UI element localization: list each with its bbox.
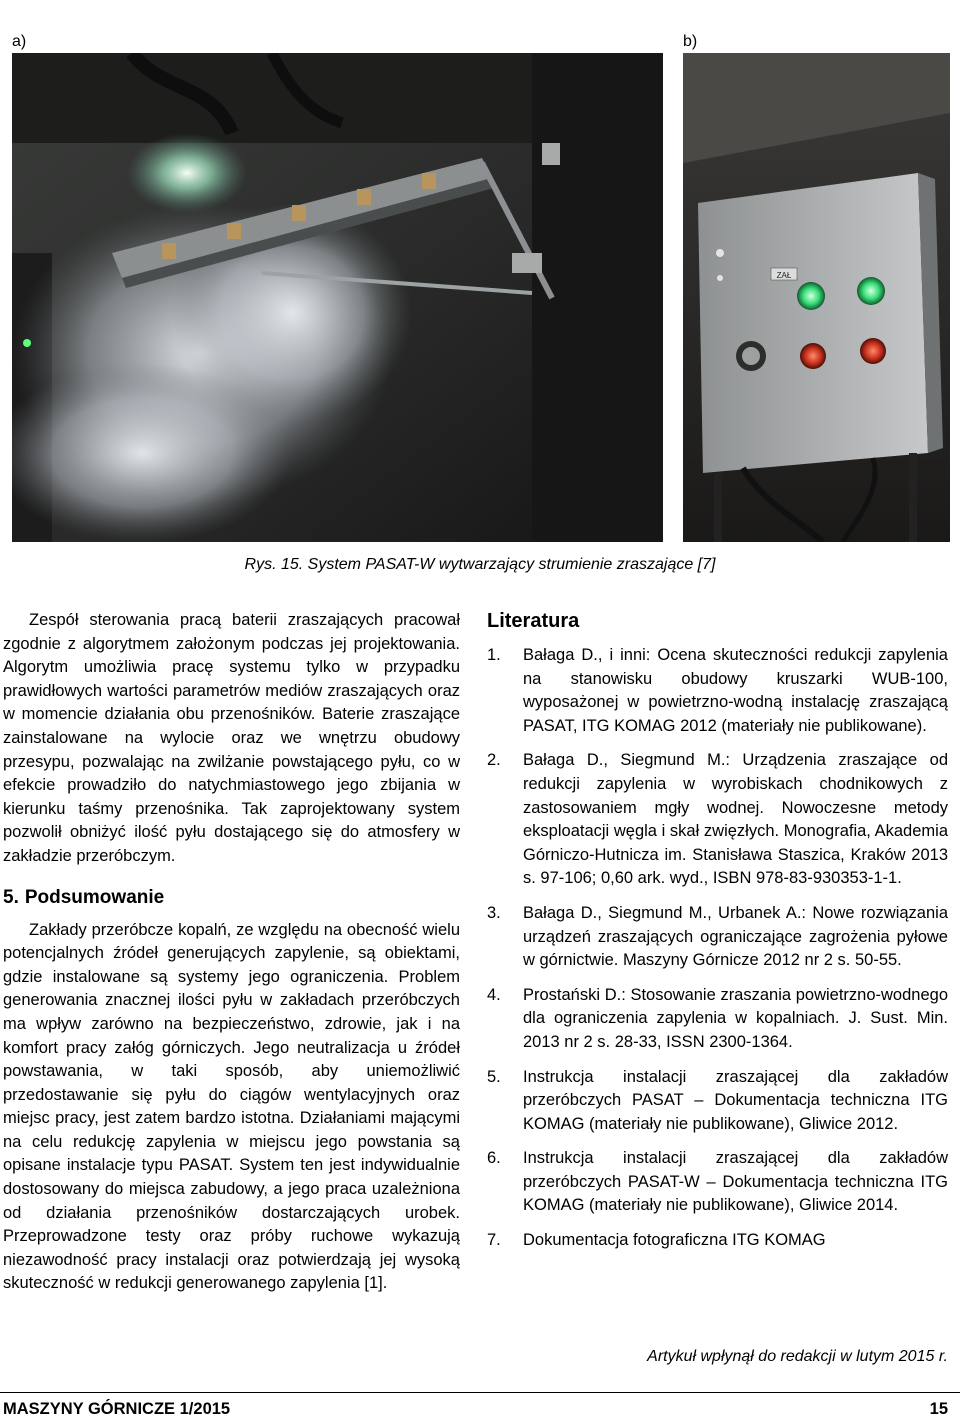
reference-text: Dokumentacja fotograficzna ITG KOMAG <box>523 1231 826 1250</box>
reference-item <box>487 1066 948 1137</box>
reference-text: Instrukcja instalacji zraszającej dla zakładów przeróbczych PASAT – Dokumentacja techniczna ITG KOMAG (materiały nie publikowane), Gliwice 2012. <box>523 1067 948 1133</box>
reference-item <box>487 644 948 738</box>
reference-number: 6. <box>487 1149 501 1168</box>
reference-item <box>487 902 948 973</box>
reference-text: Bałaga D., Siegmund M., Urbanek A.: Nowe rozwiązania urządzeń zraszających ograniczające zagrożenia pyłowe w górnictwie. Maszyny Górnicze 2012 nr 2 s. 50-55. <box>523 903 948 970</box>
figure-caption: Rys. 15. System PASAT-W wytwarzający strumienie zraszające [7] <box>244 556 716 573</box>
footer-rule <box>0 1392 960 1393</box>
figure-label-b: b) <box>683 33 698 50</box>
intro-paragraph: Zespół sterowania pracą baterii zraszających pracował zgodnie z algorytmem założonym podczas jej projektowania. Algorytm umożliwia pracę systemu tylko w przypadku prawidłowych wartości parametrów mediów zraszających oraz w momencie działania obu przenośników. Baterie zraszające zainstalowane na wylocie oraz we wnętrzu obudowy przesypu, pozwalając na zwilżanie powstającego pyłu, co w efekcie prowadziło do natychmiastowego jego zbijania w kierunku taśmy przenośnika. Tak zaprojektowany system pozwolił obniżyć ilość pyłu dostającego się do atmosfery w zakładzie przeróbczym. <box>3 611 460 865</box>
reference-text: Bałaga D., Siegmund M.: Urządzenia zraszające od redukcji zapylenia w wyrobiskach chodnikowych z zastosowaniem mgły wodnej. Nowoczesne metody eksploatacji węgla i skał zwięzłych. Monografia, Akademia Górniczo-Hutnicza im. Stanisława Staszica, Kraków 2013 s. 97-106; 0,60 ark. wyd., ISBN 978-83-930353-1-1. <box>523 751 948 888</box>
reference-number: 5. <box>487 1067 501 1086</box>
reference-text: Bałaga D., i inni: Ocena skuteczności redukcji zapylenia na stanowisku obudowy kruszarki WUB-100, wyposażonej w powietrzno-wodną instalację zraszającą PASAT, ITG KOMAG 2012 (materiały nie publikowane). <box>523 646 948 735</box>
reference-number: 7. <box>487 1231 501 1250</box>
reference-item <box>487 984 948 1055</box>
left-column <box>3 609 460 1296</box>
section-heading <box>3 886 460 910</box>
literature-heading: Literatura <box>487 610 580 632</box>
photo-spray-system <box>12 53 663 542</box>
reference-item <box>487 749 948 891</box>
reference-number: 1. <box>487 646 501 664</box>
reference-text: Prostański D.: Stosowanie zraszania powietrzno-wodnego dla ograniczenia zapylenia w kopalniach. J. Sust. Min. 2013 nr 2 s. 28-33, ISSN 2300-1364. <box>523 985 948 1051</box>
zal-sign: ZAŁ <box>776 271 792 280</box>
reference-number: 4. <box>487 985 501 1004</box>
section-number: 5. <box>3 886 19 908</box>
footer-journal: MASZYNY GÓRNICZE 1/2015 <box>3 1400 231 1418</box>
reference-list <box>487 644 948 1253</box>
photo-control-cabinet <box>683 53 950 542</box>
reference-item <box>487 1147 948 1218</box>
reference-number: 3. <box>487 903 501 922</box>
reference-text: Instrukcja instalacji zraszającej dla zakładów przeróbczych PASAT-W – Dokumentacja techniczna ITG KOMAG (materiały nie publikowane), Gliwice 2014. <box>523 1149 948 1215</box>
figure-label-a: a) <box>12 33 27 50</box>
section-title: Podsumowanie <box>24 886 165 908</box>
footer-page-number: 15 <box>929 1400 948 1418</box>
reference-item <box>487 1229 948 1253</box>
received-note: Artykuł wpłynął do redakcji w lutym 2015 r. <box>647 1348 948 1365</box>
right-column <box>487 609 948 1264</box>
reference-number: 2. <box>487 751 501 770</box>
summary-paragraph: Zakłady przeróbcze kopalń, ze względu na obecność wielu potencjalnych źródeł generujących zapylenie, są obiektami, gdzie instalowane są systemy jego ograniczenia. Problem generowania znacznej ilości pyłu w zakładach przeróbczych ma wpływ zarówno na bezpieczeństwo, zdrowie, jak i na komfort pracy załóg górniczych. Jego neutralizacja u źródeł powstawania, w taki sposób, aby uniemożliwić przedostawanie się pyłu do ciągów wentylacyjnych oraz miejsc pracy, jest zatem bardzo istotna. Działaniami mającymi na celu redukcję zapylenia w miejscu jego powstania są opisane instalacje typu PASAT. System ten jest indywidualnie dostosowany do miejsca zabudowy, a jego praca uzależniona od działania przenośników dostarczających urobek. Przeprowadzone testy oraz próby ruchowe wykazują niezawodność pracy instalacji oraz potwierdzają jej wysoką skuteczność w redukcji generowanego zapylenia [1]. <box>3 920 460 1293</box>
